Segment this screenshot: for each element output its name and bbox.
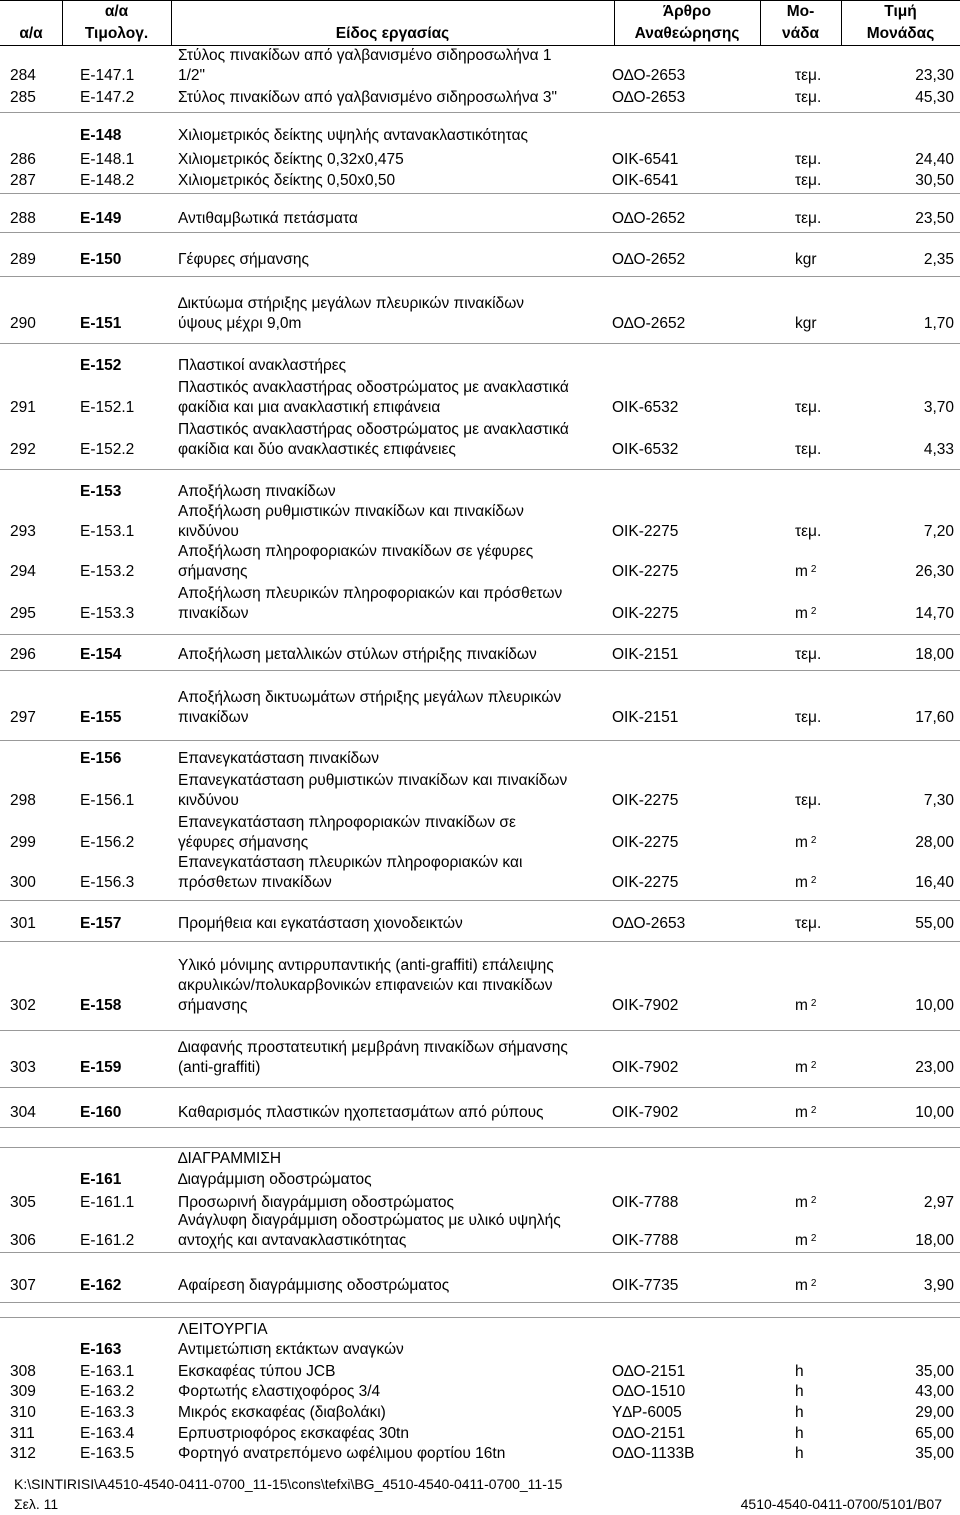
row-description: ΛΕΙΤΟΥΡΓΙΑ — [178, 1321, 268, 1338]
row-price: 35,00 — [915, 1363, 954, 1380]
row-aa: 290 — [10, 315, 36, 332]
row-price: 17,60 — [915, 709, 954, 726]
row-aa: 310 — [10, 1404, 36, 1421]
row-code: Ε-161.2 — [80, 1232, 135, 1249]
row-unit: m $^2$ — [795, 563, 817, 580]
row-description: Αποξήλωση πληροφοριακών πινακίδων σε γέφυρες — [178, 543, 534, 560]
row-article: Ο∆Ο-2652 — [612, 251, 686, 268]
row-price: 7,20 — [923, 523, 954, 540]
row-description: φακίδια και δύο ανακλαστικές επιφάνειες — [178, 441, 456, 458]
header-aa: α/α — [19, 25, 43, 42]
row-description: Επανεγκατάσταση πληροφοριακών πινακίδων σε — [178, 814, 516, 831]
row-unit: τεμ. — [795, 709, 822, 726]
row-code: Ε-153.2 — [80, 563, 135, 580]
row-article: Ο∆Ο-2653 — [612, 67, 686, 84]
row-price: 65,00 — [915, 1425, 954, 1442]
unit-superscript: 2 — [810, 1105, 817, 1116]
row-description: Καθαρισμός πλαστικών ηχοπετασμάτων από ρύπους — [178, 1104, 544, 1121]
row-description: Χιλιομετρικός δείκτης 0,50x0,50 — [178, 172, 396, 189]
row-unit: m $^2$ — [795, 1277, 817, 1294]
row-code: Ε-160 — [80, 1104, 122, 1121]
row-aa: 309 — [10, 1383, 36, 1400]
row-article: ΟΙΚ-6541 — [612, 172, 679, 189]
row-aa: 307 — [10, 1277, 36, 1294]
unit-superscript: 2 — [810, 835, 817, 846]
row-price: 3,90 — [923, 1277, 954, 1294]
row-unit: τεμ. — [795, 67, 822, 84]
row-code: Ε-157 — [80, 915, 122, 932]
row-aa: 293 — [10, 523, 36, 540]
row-unit: m $^2$ — [795, 1059, 817, 1076]
row-article: ΟΙΚ-2151 — [612, 646, 679, 663]
row-price: 18,00 — [915, 646, 954, 663]
row-description: σήμανσης — [178, 997, 248, 1014]
row-description: Πλαστικός ανακλαστήρας οδοστρώματος με ανακλαστικά — [178, 379, 569, 396]
row-unit: m $^2$ — [795, 997, 817, 1014]
row-description: Πλαστικός ανακλαστήρας οδοστρώματος με ανακλαστικά — [178, 421, 569, 438]
row-code: Ε-147.1 — [80, 67, 135, 84]
row-price: 35,00 — [915, 1445, 954, 1462]
row-code: Ε-152 — [80, 357, 122, 374]
row-price: 1,70 — [923, 315, 954, 332]
row-description: Αποξήλωση μεταλλικών στύλων στήριξης πινακίδων — [178, 646, 537, 663]
row-article: ΟΙΚ-6532 — [612, 441, 679, 458]
row-price: 2,97 — [923, 1194, 954, 1211]
row-article: Ο∆Ο-2151 — [612, 1425, 686, 1442]
row-price: 7,30 — [923, 792, 954, 809]
row-article: Ο∆Ο-1133Β — [612, 1445, 695, 1462]
header-price-b: Μονάδας — [866, 25, 935, 42]
row-price: 4,33 — [923, 441, 954, 458]
row-separator — [0, 634, 960, 635]
row-description: Πλαστικοί ανακλαστήρες — [178, 357, 347, 374]
row-code: Ε-153 — [80, 483, 122, 500]
unit-superscript: 2 — [810, 1278, 817, 1289]
row-aa: 299 — [10, 834, 36, 851]
row-article: ΟΙΚ-2275 — [612, 874, 679, 891]
row-description: Στύλος πινακίδων από γαλβανισμένο σιδηροσωλήνα 1 — [178, 47, 552, 64]
row-code: Ε-152.2 — [80, 441, 135, 458]
row-description: Προμήθεια και εγκατάσταση χιονοδεικτών — [178, 915, 463, 932]
row-description: πινακίδων — [178, 709, 249, 726]
row-code: Ε-162 — [80, 1277, 122, 1294]
row-price: 2,35 — [923, 251, 954, 268]
row-aa: 289 — [10, 251, 36, 268]
row-article: ΟΙΚ-2275 — [612, 792, 679, 809]
row-description: Επανεγκατάσταση πινακίδων — [178, 750, 380, 767]
row-description: Αντιμετώπιση εκτάκτων αναγκών — [178, 1341, 404, 1358]
row-price: 10,00 — [915, 1104, 954, 1121]
row-unit: m $^2$ — [795, 874, 817, 891]
header-invoice: Τιμολογ. — [84, 25, 149, 42]
row-aa: 295 — [10, 605, 36, 622]
row-code: Ε-163.2 — [80, 1383, 135, 1400]
row-separator — [0, 276, 960, 277]
row-code: Ε-156.1 — [80, 792, 135, 809]
row-unit: τεμ. — [795, 792, 822, 809]
row-description: Αποξήλωση δικτυωμάτων στήριξης μεγάλων πλευρικών — [178, 689, 562, 706]
unit-superscript: 2 — [810, 606, 817, 617]
row-article: Ο∆Ο-2652 — [612, 210, 686, 227]
row-separator — [0, 1147, 960, 1148]
row-code: Ε-163 — [80, 1341, 122, 1358]
table-header — [0, 0, 960, 46]
row-unit: τεμ. — [795, 915, 822, 932]
row-code: Ε-150 — [80, 251, 122, 268]
row-article: ΟΙΚ-6532 — [612, 399, 679, 416]
row-price: 29,00 — [915, 1404, 954, 1421]
header-unit-b: νάδα — [781, 25, 820, 42]
row-article: ΟΙΚ-7788 — [612, 1194, 679, 1211]
row-code: Ε-153.1 — [80, 523, 135, 540]
row-description: Χιλιομετρικός δείκτης υψηλής αντανακλαστικότητας — [178, 127, 529, 144]
row-aa: 312 — [10, 1445, 36, 1462]
row-price: 24,40 — [915, 151, 954, 168]
row-price: 23,00 — [915, 1059, 954, 1076]
unit-superscript: 2 — [810, 1233, 817, 1244]
row-description: ακρυλικών/πολυκαρβονικών επιφανειών και πινακίδων — [178, 977, 553, 994]
row-aa: 305 — [10, 1194, 36, 1211]
row-separator — [0, 1030, 960, 1031]
row-description: Στύλος πινακίδων από γαλβανισμένο σιδηροσωλήνα 3" — [178, 89, 557, 106]
row-code: Ε-155 — [80, 709, 122, 726]
row-unit: τεμ. — [795, 523, 822, 540]
row-aa: 292 — [10, 441, 36, 458]
row-description: αντοχής και αντανακλαστικότητας — [178, 1232, 407, 1249]
row-article: ΟΙΚ-2275 — [612, 834, 679, 851]
row-unit: m $^2$ — [795, 834, 817, 851]
header-revision: Αναθεώρησης — [634, 25, 740, 42]
row-article: ΟΙΚ-7735 — [612, 1277, 679, 1294]
row-code: Ε-147.2 — [80, 89, 135, 106]
row-description: ∆ικτύωμα στήριξης μεγάλων πλευρικών πινακίδων — [178, 295, 525, 312]
row-separator — [0, 343, 960, 344]
row-code: Ε-154 — [80, 646, 122, 663]
row-description: γέφυρες σήμανσης — [178, 834, 309, 851]
row-aa: 302 — [10, 997, 36, 1014]
row-description: Εκσκαφέας τύπου JCB — [178, 1363, 336, 1380]
row-code: Ε-151 — [80, 315, 122, 332]
row-article: ΟΙΚ-6541 — [612, 151, 679, 168]
row-price: 3,70 — [923, 399, 954, 416]
row-description: Αποξήλωση ρυθμιστικών πινακίδων και πινακίδων — [178, 503, 524, 520]
row-price: 26,30 — [915, 563, 954, 580]
row-description: Υλικό μόνιμης αντιρρυπαντικής (anti-graffiti) επάλειψης — [178, 957, 554, 974]
row-description: Προσωρινή διαγράμμιση οδοστρώματος — [178, 1194, 454, 1211]
row-article: ΟΙΚ-7902 — [612, 997, 679, 1014]
unit-superscript: 2 — [810, 998, 817, 1009]
row-aa: 296 — [10, 646, 36, 663]
row-code: Ε-158 — [80, 997, 122, 1014]
row-code: Ε-163.1 — [80, 1363, 135, 1380]
row-separator — [0, 1252, 960, 1253]
row-unit: h — [795, 1383, 804, 1400]
row-unit: τεμ. — [795, 646, 822, 663]
row-code: Ε-156.2 — [80, 834, 135, 851]
row-description: Επανεγκατάσταση πλευρικών πληροφοριακών και — [178, 854, 523, 871]
row-unit: m $^2$ — [795, 1232, 817, 1249]
row-description: Χιλιομετρικός δείκτης 0,32x0,475 — [178, 151, 404, 168]
row-article: Ο∆Ο-2652 — [612, 315, 686, 332]
row-aa: 291 — [10, 399, 36, 416]
unit-superscript: 2 — [810, 564, 817, 575]
row-description: 1/2" — [178, 67, 206, 84]
row-aa: 303 — [10, 1059, 36, 1076]
row-description: Αποξήλωση πλευρικών πληροφοριακών και πρόσθετων — [178, 585, 563, 602]
row-separator — [0, 1317, 960, 1318]
row-description: Ερπυστριοφόρος εκσκαφέας 30tn — [178, 1425, 409, 1442]
row-code: Ε-149 — [80, 210, 122, 227]
row-description: Φορτωτής ελαστιχοφόρος 3/4 — [178, 1383, 381, 1400]
row-price: 23,50 — [915, 210, 954, 227]
row-aa: 298 — [10, 792, 36, 809]
unit-superscript: 2 — [810, 1060, 817, 1071]
row-description: Αποξήλωση πινακίδων — [178, 483, 336, 500]
row-description: σήμανσης — [178, 563, 248, 580]
row-code: Ε-148 — [80, 127, 122, 144]
row-aa: 286 — [10, 151, 36, 168]
row-description: ∆ιαγράμμιση οδοστρώματος — [178, 1171, 372, 1188]
row-price: 18,00 — [915, 1232, 954, 1249]
row-unit: h — [795, 1445, 804, 1462]
row-separator — [0, 112, 960, 113]
row-price: 28,00 — [915, 834, 954, 851]
row-price: 16,40 — [915, 874, 954, 891]
row-separator — [0, 941, 960, 942]
row-description: Γέφυρες σήμανσης — [178, 251, 309, 268]
row-separator — [0, 469, 960, 470]
unit-superscript: 2 — [810, 875, 817, 886]
header-price-a: Τιμή — [884, 3, 917, 20]
row-unit: τεμ. — [795, 399, 822, 416]
row-code: Ε-156 — [80, 750, 122, 767]
row-description: πινακίδων — [178, 605, 249, 622]
row-price: 43,00 — [915, 1383, 954, 1400]
row-separator — [0, 900, 960, 901]
row-code: Ε-163.5 — [80, 1445, 135, 1462]
row-description: ύψους μέχρι 9,0m — [178, 315, 302, 332]
row-unit: h — [795, 1425, 804, 1442]
footer-page: Σελ. 11 — [14, 1496, 59, 1512]
header-unit-a: Μο- — [786, 3, 815, 20]
footer-path: K:\SINTIRISI\A4510-4540-0411-0700_11-15\cons\tefxi\BG_4510-4540-0411-0700_11-15 — [14, 1476, 563, 1492]
row-code: Ε-153.3 — [80, 605, 135, 622]
row-aa: 300 — [10, 874, 36, 891]
row-description: Φορτηγό ανατρεπόμενο ωφέλιμου φορτίου 16tn — [178, 1445, 506, 1462]
row-aa: 294 — [10, 563, 36, 580]
row-article: Ο∆Ο-2151 — [612, 1363, 686, 1380]
row-aa: 285 — [10, 89, 36, 106]
row-article: Ο∆Ο-2653 — [612, 915, 686, 932]
row-aa: 288 — [10, 210, 36, 227]
row-code: Ε-161.1 — [80, 1194, 135, 1211]
row-description: φακίδια και μια ανακλαστική επιφάνεια — [178, 399, 441, 416]
row-code: Ε-156.3 — [80, 874, 135, 891]
row-description: Αντιθαμβωτικά πετάσματα — [178, 210, 358, 227]
row-description: κινδύνου — [178, 792, 239, 809]
row-description: Ανάγλυφη διαγράμμιση οδοστρώματος με υλικό υψηλής — [178, 1212, 561, 1229]
row-description: ∆ιαφανής προστατευτική μεμβράνη πινακίδων σήμανσης — [178, 1039, 568, 1056]
row-unit: τεμ. — [795, 441, 822, 458]
row-description: ∆ΙΑΓΡΑΜΜΙΣΗ — [178, 1150, 282, 1167]
row-article: ΟΙΚ-2151 — [612, 709, 679, 726]
row-price: 45,30 — [915, 89, 954, 106]
row-unit: τεμ. — [795, 210, 822, 227]
row-price: 55,00 — [915, 915, 954, 932]
row-code: Ε-159 — [80, 1059, 122, 1076]
row-code: Ε-148.1 — [80, 151, 135, 168]
row-separator — [0, 1127, 960, 1128]
row-code: Ε-163.3 — [80, 1404, 135, 1421]
row-article: ΟΙΚ-7902 — [612, 1104, 679, 1121]
row-article: ΟΙΚ-2275 — [612, 523, 679, 540]
header-article: Άρθρο — [662, 3, 712, 20]
row-price: 30,50 — [915, 172, 954, 189]
row-unit: kgr — [795, 315, 817, 332]
row-code: Ε-148.2 — [80, 172, 135, 189]
row-unit: τεμ. — [795, 89, 822, 106]
row-aa: 304 — [10, 1104, 36, 1121]
row-aa: 308 — [10, 1363, 36, 1380]
row-article: ΟΙΚ-7788 — [612, 1232, 679, 1249]
row-aa: 297 — [10, 709, 36, 726]
row-article: ΟΙΚ-2275 — [612, 563, 679, 580]
row-description: πρόσθετων πινακίδων — [178, 874, 332, 891]
footer-docid: 4510-4540-0411-0700/5101/B07 — [740, 1496, 942, 1512]
header-invoice-aa: α/α — [104, 3, 129, 20]
row-separator — [0, 1087, 960, 1088]
row-unit: h — [795, 1404, 804, 1421]
row-code: Ε-152.1 — [80, 399, 135, 416]
row-unit: kgr — [795, 251, 817, 268]
row-article: Ο∆Ο-1510 — [612, 1383, 686, 1400]
row-unit: m $^2$ — [795, 1104, 817, 1121]
row-unit: τεμ. — [795, 151, 822, 168]
row-separator — [0, 740, 960, 741]
header-work-type: Είδος εργασίας — [335, 25, 450, 42]
row-aa: 284 — [10, 67, 36, 84]
row-aa: 306 — [10, 1232, 36, 1249]
row-code: Ε-161 — [80, 1171, 122, 1188]
row-article: ΟΙΚ-2275 — [612, 605, 679, 622]
row-price: 10,00 — [915, 997, 954, 1014]
row-article: ΟΙΚ-7902 — [612, 1059, 679, 1076]
row-aa: 311 — [10, 1425, 35, 1442]
row-separator — [0, 232, 960, 233]
row-separator — [0, 670, 960, 671]
row-price: 14,70 — [915, 605, 954, 622]
row-unit: m $^2$ — [795, 605, 817, 622]
row-aa: 287 — [10, 172, 36, 189]
row-unit: τεμ. — [795, 172, 822, 189]
unit-superscript: 2 — [810, 1195, 817, 1206]
row-aa: 301 — [10, 915, 36, 932]
row-separator — [0, 193, 960, 194]
row-code: Ε-163.4 — [80, 1425, 135, 1442]
row-unit: m $^2$ — [795, 1194, 817, 1211]
row-unit: h — [795, 1363, 804, 1380]
row-article: Υ∆Ρ-6005 — [612, 1404, 682, 1421]
row-description: Επανεγκατάσταση ρυθμιστικών πινακίδων και πινακίδων — [178, 772, 568, 789]
row-description: κινδύνου — [178, 523, 239, 540]
row-description: (anti-graffiti) — [178, 1059, 261, 1076]
row-separator — [0, 1302, 960, 1303]
row-article: Ο∆Ο-2653 — [612, 89, 686, 106]
row-price: 23,30 — [915, 67, 954, 84]
row-description: Αφαίρεση διαγράμμισης οδοστρώματος — [178, 1277, 450, 1294]
row-description: Μικρός εκσκαφέας (διαβολάκι) — [178, 1404, 386, 1421]
